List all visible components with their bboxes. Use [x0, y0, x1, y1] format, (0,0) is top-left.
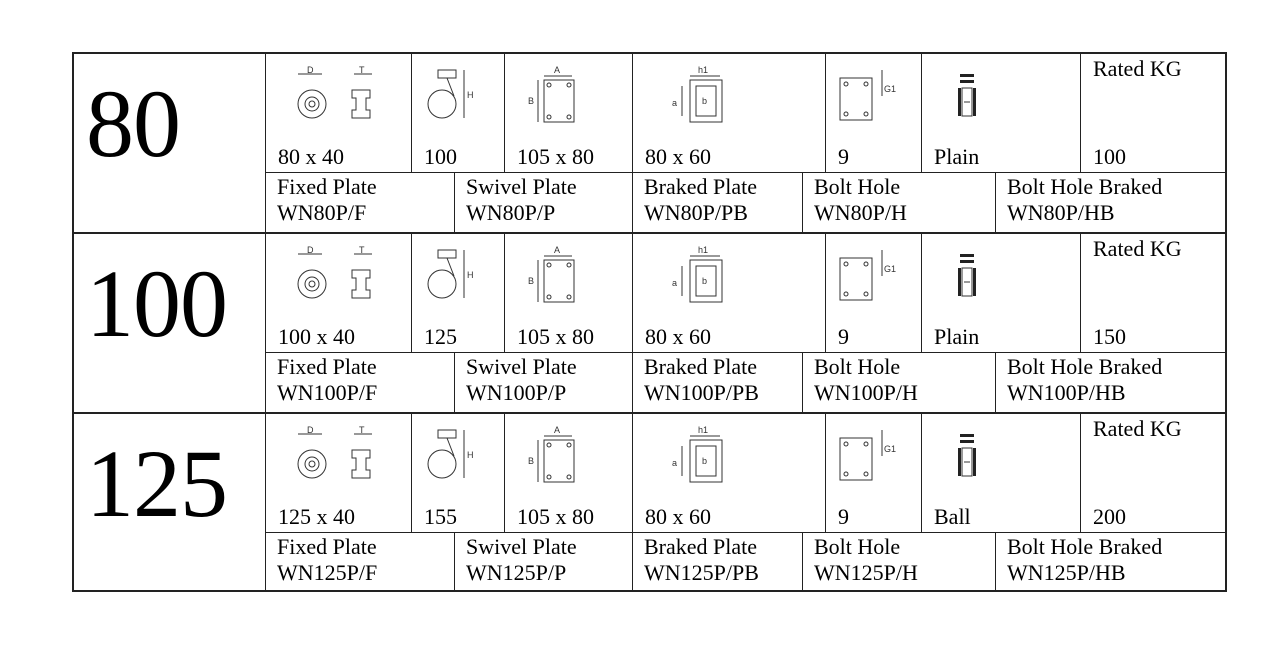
table-rule — [265, 532, 1227, 533]
table-rule — [802, 172, 803, 232]
spec-value: 105 x 80 — [517, 504, 594, 529]
top-plate-icon — [524, 66, 594, 130]
svg-text:b: b — [702, 276, 708, 286]
model-label: Braked Plate — [644, 174, 758, 199]
table-rule — [802, 532, 803, 592]
table-rule — [265, 352, 1227, 353]
bolt-hole-icon — [838, 66, 898, 130]
svg-text:T: T — [359, 65, 365, 75]
rated-kg-label: Rated KG — [1093, 236, 1182, 261]
spec-value: 100 — [424, 144, 457, 169]
table-rule — [995, 172, 996, 232]
model-label: Bolt Hole — [814, 354, 901, 379]
spec-value: 80 x 40 — [278, 144, 344, 169]
model-code: WN80P/H — [814, 200, 907, 225]
bolt-pattern-icon — [668, 246, 748, 310]
svg-text:D: D — [307, 65, 314, 75]
wheel-dimension-icon — [296, 426, 396, 490]
svg-text:a: a — [672, 98, 678, 108]
spec-value: 125 — [424, 324, 457, 349]
spec-value: Plain — [934, 324, 980, 349]
model-code: WN125P/F — [277, 560, 378, 585]
svg-text:a: a — [672, 458, 678, 468]
bearing-icon — [952, 426, 982, 490]
table-rule — [921, 412, 922, 532]
spec-value: 200 — [1093, 504, 1126, 529]
table-rule — [632, 172, 633, 232]
table-rule — [632, 412, 633, 532]
svg-text:G1: G1 — [884, 84, 897, 94]
model-label: Bolt Hole Braked — [1007, 354, 1163, 379]
bolt-pattern-icon — [668, 66, 748, 130]
model-label: Bolt Hole — [814, 174, 901, 199]
table-rule — [921, 232, 922, 352]
svg-text:B: B — [528, 276, 535, 286]
bearing-icon — [952, 66, 982, 130]
table-rule — [411, 412, 412, 532]
svg-text:B: B — [528, 456, 535, 466]
spec-value: 9 — [838, 144, 849, 169]
model-code: WN100P/P — [466, 380, 567, 405]
svg-text:D: D — [307, 425, 314, 435]
bolt-pattern-icon — [668, 426, 748, 490]
spec-value: Ball — [934, 504, 971, 529]
model-code: WN80P/HB — [1007, 200, 1115, 225]
table-rule — [72, 232, 1227, 234]
table-rule — [632, 232, 633, 352]
spec-value: 100 — [1093, 144, 1126, 169]
model-code: WN100P/HB — [1007, 380, 1126, 405]
table-rule — [265, 172, 1227, 173]
caster-spec-table — [72, 52, 1227, 592]
model-code: WN125P/HB — [1007, 560, 1126, 585]
table-rule — [454, 172, 455, 232]
table-rule — [995, 532, 996, 592]
wheel-dimension-icon — [296, 66, 396, 130]
svg-text:G1: G1 — [884, 444, 897, 454]
table-rule — [825, 52, 826, 172]
model-label: Fixed Plate — [277, 354, 377, 379]
spec-value: 80 x 60 — [645, 144, 711, 169]
table-rule — [504, 412, 505, 532]
bolt-hole-icon — [838, 426, 898, 490]
spec-value: 155 — [424, 504, 457, 529]
spec-value: 125 x 40 — [278, 504, 355, 529]
rated-kg-label: Rated KG — [1093, 416, 1182, 441]
svg-text:a: a — [672, 278, 678, 288]
table-rule — [265, 232, 266, 412]
model-code: WN100P/PB — [644, 380, 759, 405]
spec-value: Plain — [934, 144, 980, 169]
model-label: Bolt Hole Braked — [1007, 534, 1163, 559]
table-rule — [802, 352, 803, 412]
spec-value: 80 x 60 — [645, 324, 711, 349]
wheel-size-number: 80 — [86, 70, 180, 177]
table-rule — [1225, 52, 1227, 592]
spec-value: 105 x 80 — [517, 144, 594, 169]
spec-value: 9 — [838, 324, 849, 349]
table-rule — [1080, 232, 1081, 352]
rated-kg-label: Rated KG — [1093, 56, 1182, 81]
model-label: Swivel Plate — [466, 534, 577, 559]
bolt-hole-icon — [838, 246, 898, 310]
table-rule — [454, 352, 455, 412]
table-rule — [825, 232, 826, 352]
table-rule — [504, 232, 505, 352]
wheel-size-number: 125 — [86, 430, 227, 537]
svg-text:H: H — [467, 90, 474, 100]
model-code: WN80P/F — [277, 200, 367, 225]
svg-text:A: A — [554, 65, 561, 75]
table-rule — [1080, 412, 1081, 532]
spec-value: 105 x 80 — [517, 324, 594, 349]
table-rule — [72, 52, 74, 592]
svg-text:T: T — [359, 425, 365, 435]
table-rule — [265, 412, 266, 592]
bearing-icon — [952, 246, 982, 310]
model-label: Bolt Hole — [814, 534, 901, 559]
top-plate-icon — [524, 426, 594, 490]
model-code: WN100P/F — [277, 380, 378, 405]
model-label: Bolt Hole Braked — [1007, 174, 1163, 199]
wheel-size-number: 100 — [86, 250, 227, 357]
table-rule — [825, 412, 826, 532]
wheel-dimension-icon — [296, 246, 396, 310]
model-code: WN80P/P — [466, 200, 556, 225]
spec-value: 9 — [838, 504, 849, 529]
spec-value: 150 — [1093, 324, 1126, 349]
model-code: WN80P/PB — [644, 200, 748, 225]
model-label: Fixed Plate — [277, 534, 377, 559]
svg-text:G1: G1 — [884, 264, 897, 274]
table-rule — [411, 232, 412, 352]
table-rule — [632, 352, 633, 412]
spec-value: 100 x 40 — [278, 324, 355, 349]
model-code: WN125P/H — [814, 560, 918, 585]
table-rule — [1080, 52, 1081, 172]
table-rule — [72, 52, 1227, 54]
table-rule — [72, 412, 1227, 414]
svg-text:h1: h1 — [698, 245, 709, 255]
model-code: WN125P/P — [466, 560, 567, 585]
svg-text:b: b — [702, 456, 708, 466]
svg-text:A: A — [554, 245, 561, 255]
table-rule — [632, 532, 633, 592]
table-rule — [921, 52, 922, 172]
svg-text:h1: h1 — [698, 425, 709, 435]
model-code: WN100P/H — [814, 380, 918, 405]
svg-text:D: D — [307, 245, 314, 255]
table-rule — [72, 590, 1227, 592]
model-code: WN125P/PB — [644, 560, 759, 585]
svg-text:H: H — [467, 450, 474, 460]
svg-text:H: H — [467, 270, 474, 280]
spec-value: 80 x 60 — [645, 504, 711, 529]
svg-text:b: b — [702, 96, 708, 106]
table-rule — [265, 52, 266, 232]
model-label: Fixed Plate — [277, 174, 377, 199]
table-rule — [632, 52, 633, 172]
table-rule — [411, 52, 412, 172]
svg-text:A: A — [554, 425, 561, 435]
model-label: Swivel Plate — [466, 354, 577, 379]
caster-height-icon — [424, 66, 484, 130]
svg-text:B: B — [528, 96, 535, 106]
svg-text:h1: h1 — [698, 65, 709, 75]
model-label: Braked Plate — [644, 354, 758, 379]
table-rule — [454, 532, 455, 592]
model-label: Braked Plate — [644, 534, 758, 559]
model-label: Swivel Plate — [466, 174, 577, 199]
caster-height-icon — [424, 426, 484, 490]
top-plate-icon — [524, 246, 594, 310]
caster-height-icon — [424, 246, 484, 310]
table-rule — [504, 52, 505, 172]
svg-text:T: T — [359, 245, 365, 255]
table-rule — [995, 352, 996, 412]
